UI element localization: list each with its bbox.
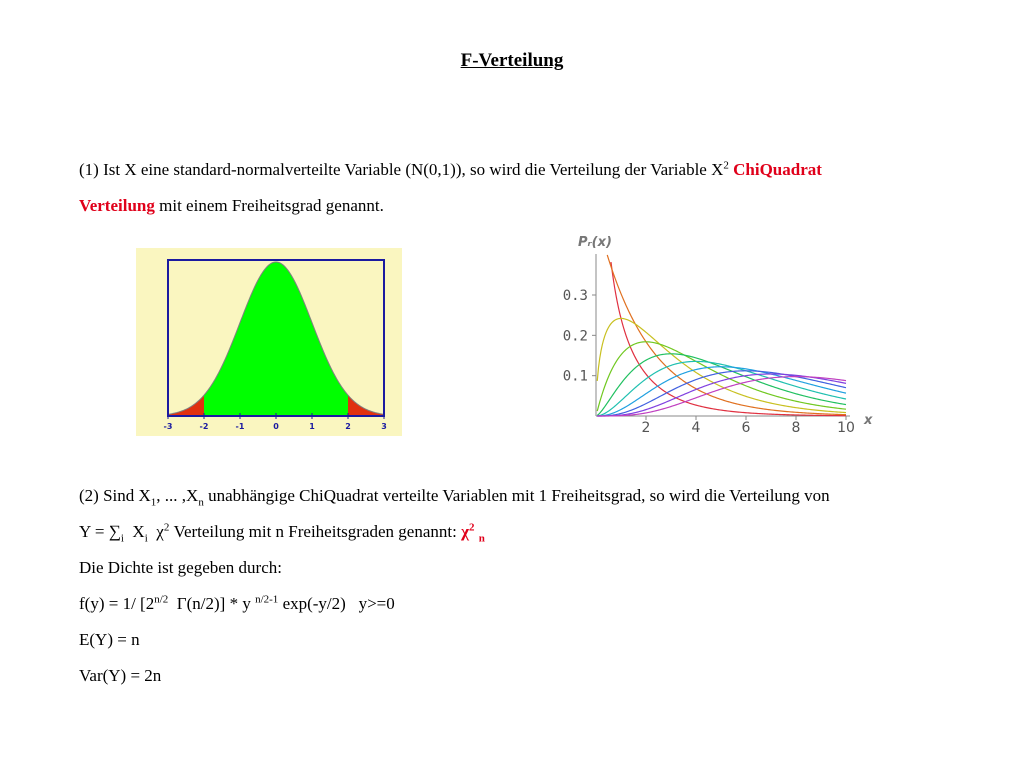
density-formula: f(y) = 1/ [$2^{n/2}$ Γ(n/2)] * y $^{n/2-1}$ exp(-y/2) y>=0: [79, 593, 395, 613]
x-tick-label: -3: [163, 422, 173, 431]
p1-superscript: 2: [723, 159, 729, 172]
page-title: F-Verteilung: [460, 50, 564, 71]
x-tick-label: 8: [791, 420, 801, 436]
chi-square-figure: [556, 230, 880, 440]
x-tick-label: 3: [381, 422, 387, 431]
x-tick-label: -1: [235, 422, 245, 431]
chi-curve: [611, 262, 846, 416]
p2-chi-n: $\chi^2$ $_n$: [461, 521, 485, 545]
variance: Var(Y) = 2n: [79, 666, 162, 685]
p2-sum: Y = ∑: [79, 522, 121, 541]
x-tick-label: 1: [309, 422, 315, 431]
normal-distribution-figure: [136, 248, 402, 436]
paragraph-1-line-1: [79, 152, 822, 188]
p1-highlight-chiquadrat: ChiQuadrat: [733, 160, 822, 179]
paragraph-1-line-2: [79, 188, 384, 224]
p1-text-end: mit einem Freiheitsgrad genannt.: [159, 196, 384, 215]
p2-text-d: Verteilung mit n Freiheitsgraden genannt:: [173, 522, 457, 541]
x-tick-label: 2: [641, 420, 651, 436]
paragraph-2-line-1: [79, 478, 830, 514]
p2-text-c: unabhängige ChiQuadrat verteilte Variablen mit 1 Freiheitsgrad, so wird die Verteilung von: [203, 486, 830, 505]
p2-text-a: (2) Sind X: [79, 486, 151, 505]
p2-sub-1: 1: [150, 496, 157, 509]
chi-xlabel: x: [864, 413, 873, 428]
chi-curve: [597, 354, 846, 416]
y-tick-label: 0.3: [562, 288, 588, 304]
chi-curve: [597, 318, 846, 412]
p2-xi-index: i: [144, 532, 148, 545]
chi-ylabel: Pᵣ(x): [578, 235, 612, 250]
x-tick-label: 0: [273, 422, 279, 431]
paragraph-2-line-2: [79, 514, 485, 550]
x-tick-label: 4: [691, 420, 701, 436]
x-tick-label: 2: [345, 422, 351, 431]
p2-xi: X: [132, 522, 145, 541]
x-tick-label: 10: [837, 420, 855, 436]
p2-sum-index: i: [120, 532, 124, 545]
density-label: Die Dichte ist gegeben durch:: [79, 558, 282, 577]
p2-text-b: , ... ,X: [156, 486, 199, 505]
x-tick-label: -2: [199, 422, 209, 431]
expected-value: E(Y) = n: [79, 630, 140, 649]
p2-chi-sup: 2: [163, 521, 170, 534]
y-tick-label: 0.1: [562, 368, 588, 385]
p2-chi: χ: [156, 522, 164, 541]
p2-sub-n: n: [198, 496, 204, 509]
y-tick-label: 0.2: [562, 328, 588, 345]
p1-highlight-verteilung: Verteilung: [79, 196, 155, 215]
x-tick-label: 6: [741, 420, 751, 436]
p1-text: (1) Ist X eine standard-normalverteilte Variable (N(0,1)), so wird die Verteilung der Variable X: [79, 160, 724, 179]
